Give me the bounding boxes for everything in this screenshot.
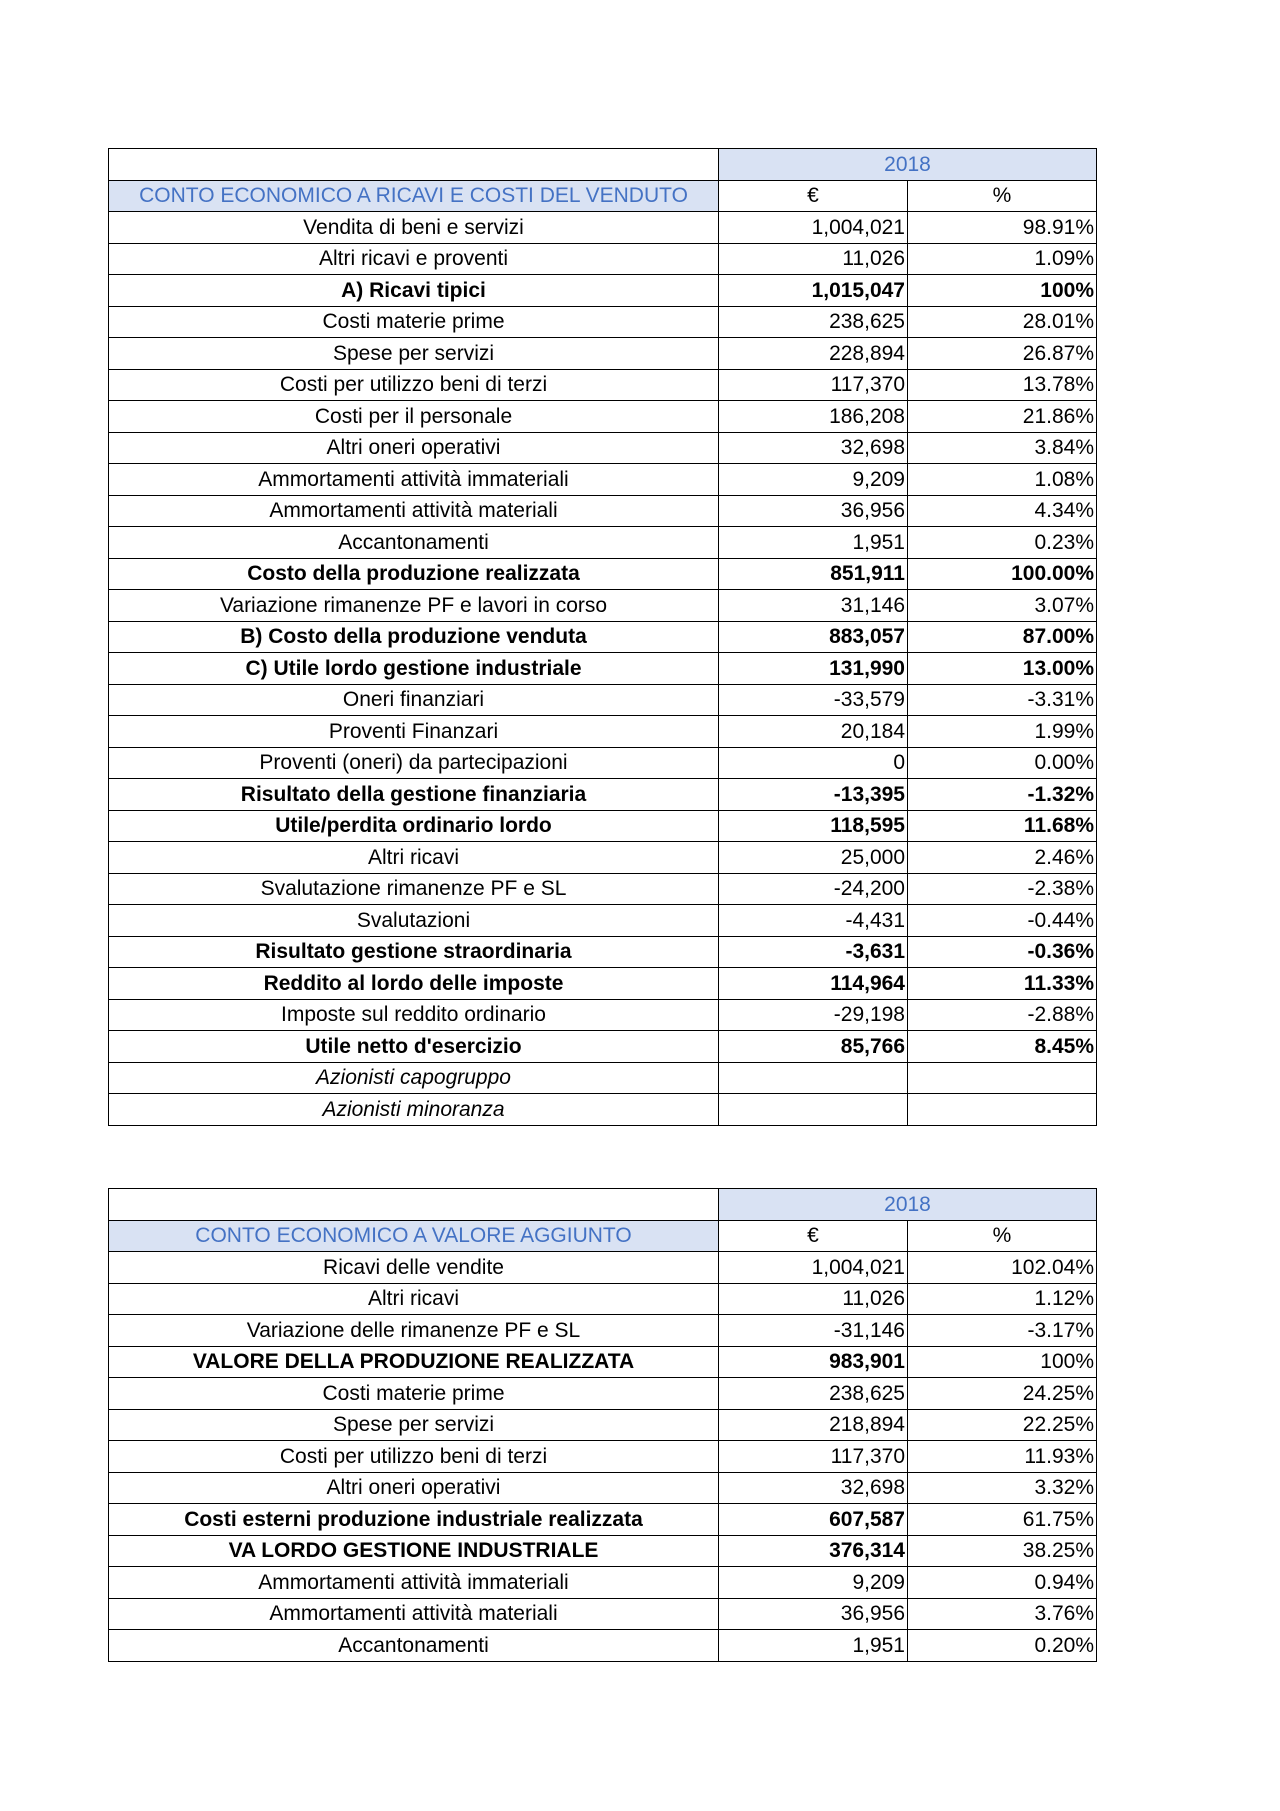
- table-row: [109, 1409, 1097, 1441]
- table-row: [109, 1504, 1097, 1536]
- row-label: Variazione delle rimanenze PF e SL: [109, 1315, 719, 1347]
- row-euro-value: [719, 1062, 908, 1094]
- table-row: [109, 558, 1097, 590]
- row-percent-value: 102.04%: [908, 1252, 1097, 1284]
- row-euro-value: 607,587: [719, 1504, 908, 1536]
- row-label: Svalutazioni: [109, 905, 719, 937]
- row-percent-value: 21.86%: [908, 401, 1097, 433]
- row-euro-value: 9,209: [719, 464, 908, 496]
- table-row: [109, 527, 1097, 559]
- table-row: [109, 1535, 1097, 1567]
- row-percent-value: 26.87%: [908, 338, 1097, 370]
- row-euro-value: 851,911: [719, 558, 908, 590]
- row-euro-value: 118,595: [719, 810, 908, 842]
- table-row: [109, 999, 1097, 1031]
- row-label: C) Utile lordo gestione industriale: [109, 653, 719, 685]
- year-header-row: [109, 1189, 1097, 1221]
- table-row: [109, 621, 1097, 653]
- row-label: B) Costo della produzione venduta: [109, 621, 719, 653]
- row-label: Reddito al lordo delle imposte: [109, 968, 719, 1000]
- table-row: [109, 1094, 1097, 1126]
- row-euro-value: 31,146: [719, 590, 908, 622]
- row-label: Altri ricavi: [109, 842, 719, 874]
- row-percent-value: 22.25%: [908, 1409, 1097, 1441]
- empty-corner-cell: [109, 149, 719, 181]
- table-row: [109, 1283, 1097, 1315]
- row-label: Altri oneri operativi: [109, 432, 719, 464]
- table-row: [109, 212, 1097, 244]
- row-euro-value: 1,004,021: [719, 212, 908, 244]
- table-row: [109, 1315, 1097, 1347]
- row-euro-value: 36,956: [719, 1598, 908, 1630]
- row-label: Risultato gestione straordinaria: [109, 936, 719, 968]
- row-euro-value: 1,951: [719, 527, 908, 559]
- table-row: [109, 1630, 1097, 1662]
- row-label: VALORE DELLA PRODUZIONE REALIZZATA: [109, 1346, 719, 1378]
- income-statement-value-added-table: [108, 1188, 1097, 1662]
- income-statement-sold-costs-table: [108, 148, 1097, 1126]
- row-euro-value: 228,894: [719, 338, 908, 370]
- table-row: [109, 1441, 1097, 1473]
- empty-corner-cell: [109, 1189, 719, 1221]
- row-euro-value: 117,370: [719, 1441, 908, 1473]
- row-label: Altri oneri operativi: [109, 1472, 719, 1504]
- row-euro-value: -13,395: [719, 779, 908, 811]
- row-label: Risultato della gestione finanziaria: [109, 779, 719, 811]
- row-euro-value: 883,057: [719, 621, 908, 653]
- row-label: Costi materie prime: [109, 1378, 719, 1410]
- row-percent-value: 13.78%: [908, 369, 1097, 401]
- table-row: [109, 432, 1097, 464]
- row-label: Ammortamenti attività immateriali: [109, 464, 719, 496]
- row-percent-value: 61.75%: [908, 1504, 1097, 1536]
- row-percent-value: 3.32%: [908, 1472, 1097, 1504]
- row-label: Ammortamenti attività immateriali: [109, 1567, 719, 1599]
- row-euro-value: 32,698: [719, 1472, 908, 1504]
- row-label: Proventi Finanzari: [109, 716, 719, 748]
- row-label: Costi per utilizzo beni di terzi: [109, 369, 719, 401]
- row-euro-value: -24,200: [719, 873, 908, 905]
- table-row: [109, 653, 1097, 685]
- row-percent-value: 87.00%: [908, 621, 1097, 653]
- row-label: Spese per servizi: [109, 1409, 719, 1441]
- row-euro-value: 983,901: [719, 1346, 908, 1378]
- row-percent-value: -0.36%: [908, 936, 1097, 968]
- row-percent-value: 3.07%: [908, 590, 1097, 622]
- row-euro-value: 238,625: [719, 1378, 908, 1410]
- row-label: Utile/perdita ordinario lordo: [109, 810, 719, 842]
- table-row: [109, 1598, 1097, 1630]
- row-percent-value: 4.34%: [908, 495, 1097, 527]
- table-row: [109, 810, 1097, 842]
- year-header: 2018: [719, 149, 1097, 181]
- table-row: [109, 747, 1097, 779]
- row-percent-value: 2.46%: [908, 842, 1097, 874]
- table-row: [109, 842, 1097, 874]
- table-row: [109, 905, 1097, 937]
- table-row: [109, 684, 1097, 716]
- title-row: [109, 180, 1097, 212]
- year-header-row: [109, 149, 1097, 181]
- title-row: [109, 1220, 1097, 1252]
- row-euro-value: 186,208: [719, 401, 908, 433]
- row-percent-value: 1.09%: [908, 243, 1097, 275]
- row-percent-value: -2.88%: [908, 999, 1097, 1031]
- row-percent-value: [908, 1062, 1097, 1094]
- row-percent-value: 100%: [908, 275, 1097, 307]
- table-row: [109, 1031, 1097, 1063]
- row-euro-value: -29,198: [719, 999, 908, 1031]
- row-label: Costo della produzione realizzata: [109, 558, 719, 590]
- row-euro-value: -33,579: [719, 684, 908, 716]
- row-euro-value: -31,146: [719, 1315, 908, 1347]
- table-row: [109, 1567, 1097, 1599]
- table-row: [109, 716, 1097, 748]
- row-percent-value: -3.31%: [908, 684, 1097, 716]
- row-label: Altri ricavi e proventi: [109, 243, 719, 275]
- table-row: [109, 401, 1097, 433]
- row-percent-value: 0.94%: [908, 1567, 1097, 1599]
- row-euro-value: 1,004,021: [719, 1252, 908, 1284]
- row-euro-value: 11,026: [719, 243, 908, 275]
- row-label: A) Ricavi tipici: [109, 275, 719, 307]
- row-label: Costi materie prime: [109, 306, 719, 338]
- table-title: CONTO ECONOMICO A RICAVI E COSTI DEL VENDUTO: [109, 180, 719, 212]
- row-label: Costi per il personale: [109, 401, 719, 433]
- row-label: Vendita di beni e servizi: [109, 212, 719, 244]
- table-row: [109, 873, 1097, 905]
- row-label: Spese per servizi: [109, 338, 719, 370]
- row-label: Accantonamenti: [109, 527, 719, 559]
- row-label: Azionisti minoranza: [109, 1094, 719, 1126]
- row-percent-value: [908, 1094, 1097, 1126]
- table-row: [109, 275, 1097, 307]
- table-row: [109, 243, 1097, 275]
- percent-column-header: %: [908, 180, 1097, 212]
- row-label: Costi esterni produzione industriale realizzata: [109, 1504, 719, 1536]
- row-percent-value: 1.08%: [908, 464, 1097, 496]
- row-label: Altri ricavi: [109, 1283, 719, 1315]
- row-label: Imposte sul reddito ordinario: [109, 999, 719, 1031]
- row-euro-value: -3,631: [719, 936, 908, 968]
- row-percent-value: 3.84%: [908, 432, 1097, 464]
- table-row: [109, 779, 1097, 811]
- row-euro-value: -4,431: [719, 905, 908, 937]
- euro-column-header: €: [719, 180, 908, 212]
- row-percent-value: 0.23%: [908, 527, 1097, 559]
- row-euro-value: 32,698: [719, 432, 908, 464]
- table-row: [109, 936, 1097, 968]
- row-label: Ammortamenti attività materiali: [109, 495, 719, 527]
- table-row: [109, 1472, 1097, 1504]
- percent-column-header: %: [908, 1220, 1097, 1252]
- row-percent-value: 1.12%: [908, 1283, 1097, 1315]
- table-row: [109, 1346, 1097, 1378]
- row-euro-value: 117,370: [719, 369, 908, 401]
- row-euro-value: 9,209: [719, 1567, 908, 1599]
- table-row: [109, 1062, 1097, 1094]
- row-euro-value: 1,015,047: [719, 275, 908, 307]
- table-row: [109, 590, 1097, 622]
- row-euro-value: 114,964: [719, 968, 908, 1000]
- row-percent-value: 13.00%: [908, 653, 1097, 685]
- row-label: Proventi (oneri) da partecipazioni: [109, 747, 719, 779]
- row-percent-value: -2.38%: [908, 873, 1097, 905]
- row-percent-value: 11.68%: [908, 810, 1097, 842]
- row-percent-value: 28.01%: [908, 306, 1097, 338]
- row-percent-value: 11.33%: [908, 968, 1097, 1000]
- row-euro-value: 1,951: [719, 1630, 908, 1662]
- row-euro-value: 0: [719, 747, 908, 779]
- row-percent-value: 8.45%: [908, 1031, 1097, 1063]
- year-header: 2018: [719, 1189, 1097, 1221]
- table-row: [109, 464, 1097, 496]
- row-percent-value: 0.00%: [908, 747, 1097, 779]
- euro-column-header: €: [719, 1220, 908, 1252]
- table-row: [109, 1252, 1097, 1284]
- row-label: Costi per utilizzo beni di terzi: [109, 1441, 719, 1473]
- row-label: Accantonamenti: [109, 1630, 719, 1662]
- row-percent-value: -0.44%: [908, 905, 1097, 937]
- row-percent-value: 98.91%: [908, 212, 1097, 244]
- row-percent-value: 3.76%: [908, 1598, 1097, 1630]
- row-percent-value: 0.20%: [908, 1630, 1097, 1662]
- row-euro-value: 25,000: [719, 842, 908, 874]
- row-percent-value: 100.00%: [908, 558, 1097, 590]
- row-label: Oneri finanziari: [109, 684, 719, 716]
- row-label: Ammortamenti attività materiali: [109, 1598, 719, 1630]
- row-label: Svalutazione rimanenze PF e SL: [109, 873, 719, 905]
- row-euro-value: 11,026: [719, 1283, 908, 1315]
- row-label: Utile netto d'esercizio: [109, 1031, 719, 1063]
- table-row: [109, 306, 1097, 338]
- row-percent-value: 38.25%: [908, 1535, 1097, 1567]
- table-row: [109, 369, 1097, 401]
- table-row: [109, 1378, 1097, 1410]
- row-label: Azionisti capogruppo: [109, 1062, 719, 1094]
- row-percent-value: -1.32%: [908, 779, 1097, 811]
- row-percent-value: -3.17%: [908, 1315, 1097, 1347]
- row-euro-value: 376,314: [719, 1535, 908, 1567]
- row-euro-value: 85,766: [719, 1031, 908, 1063]
- row-percent-value: 11.93%: [908, 1441, 1097, 1473]
- table-body: [109, 1189, 1097, 1662]
- row-euro-value: 238,625: [719, 306, 908, 338]
- row-label: VA LORDO GESTIONE INDUSTRIALE: [109, 1535, 719, 1567]
- table-row: [109, 495, 1097, 527]
- row-euro-value: 36,956: [719, 495, 908, 527]
- row-percent-value: 24.25%: [908, 1378, 1097, 1410]
- row-euro-value: 218,894: [719, 1409, 908, 1441]
- row-label: Ricavi delle vendite: [109, 1252, 719, 1284]
- table-row: [109, 968, 1097, 1000]
- row-label: Variazione rimanenze PF e lavori in corso: [109, 590, 719, 622]
- row-percent-value: 100%: [908, 1346, 1097, 1378]
- table-body: [109, 149, 1097, 1126]
- row-euro-value: [719, 1094, 908, 1126]
- table-row: [109, 338, 1097, 370]
- row-percent-value: 1.99%: [908, 716, 1097, 748]
- row-euro-value: 131,990: [719, 653, 908, 685]
- table-title: CONTO ECONOMICO A VALORE AGGIUNTO: [109, 1220, 719, 1252]
- row-euro-value: 20,184: [719, 716, 908, 748]
